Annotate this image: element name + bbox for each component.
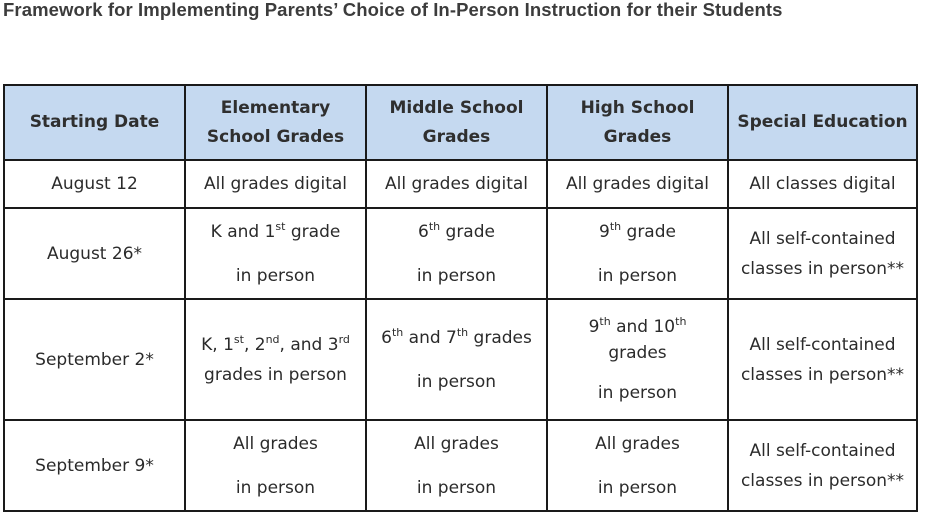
middle-cell: All grades digital	[366, 160, 547, 208]
cell-line: grades	[608, 342, 667, 363]
table-row	[4, 420, 917, 511]
cell-line: in person	[235, 265, 316, 286]
special-cell	[728, 299, 917, 420]
date-cell: August 26*	[4, 208, 185, 299]
cell-line: classes in person**	[740, 470, 905, 491]
cell-line: in person	[416, 477, 497, 498]
header-elementary	[185, 85, 366, 160]
elementary-cell: All grades digital	[185, 160, 366, 208]
header-high-line2: Grades	[603, 126, 672, 147]
table-header-row	[4, 85, 917, 160]
cell-line: 6th grade	[418, 219, 495, 242]
cell-line: in person	[416, 265, 497, 286]
elementary-cell	[185, 420, 366, 511]
special-cell	[728, 208, 917, 299]
cell-line: classes in person**	[740, 364, 905, 385]
high-cell	[547, 299, 728, 420]
special-cell	[728, 420, 917, 511]
page-title: Framework for Implementing Parents’ Choice of In-Person Instruction for their Students	[3, 0, 783, 20]
middle-cell	[366, 208, 547, 299]
cell-line: 6th and 7th grades	[381, 325, 532, 348]
framework-table	[3, 84, 918, 512]
high-cell	[547, 208, 728, 299]
table-row	[4, 160, 917, 208]
cell-line: in person	[597, 477, 678, 498]
header-middle	[366, 85, 547, 160]
header-high	[547, 85, 728, 160]
header-elementary-line2: School Grades	[206, 126, 345, 147]
elementary-cell	[185, 208, 366, 299]
table-row	[4, 208, 917, 299]
middle-cell	[366, 420, 547, 511]
special-cell: All classes digital	[728, 160, 917, 208]
cell-line: grades in person	[204, 364, 347, 385]
cell-line: All grades	[233, 433, 318, 454]
cell-line: classes in person**	[740, 258, 905, 279]
cell-line: K, 1st, 2nd, and 3rd	[201, 332, 350, 355]
cell-line: in person	[235, 477, 316, 498]
date-cell: September 9*	[4, 420, 185, 511]
cell-line: All grades	[595, 433, 680, 454]
cell-line: in person	[416, 371, 497, 392]
header-high-line1: High School	[580, 97, 695, 118]
table-row	[4, 299, 917, 420]
high-cell: All grades digital	[547, 160, 728, 208]
cell-line: in person	[597, 382, 678, 403]
cell-line: K and 1st grade	[210, 219, 341, 242]
middle-cell	[366, 299, 547, 420]
cell-line: 9th grade	[599, 219, 676, 242]
high-cell	[547, 420, 728, 511]
cell-line: All self-contained	[749, 334, 896, 355]
elementary-cell	[185, 299, 366, 420]
cell-line: 9th and 10th	[588, 314, 687, 337]
header-middle-line2: Grades	[422, 126, 491, 147]
date-cell: August 12	[4, 160, 185, 208]
cell-line: All self-contained	[749, 440, 896, 461]
header-special: Special Education	[728, 85, 917, 160]
cell-line: All self-contained	[749, 228, 896, 249]
header-starting-date: Starting Date	[4, 85, 185, 160]
cell-line: All grades	[414, 433, 499, 454]
header-elementary-line1: Elementary	[220, 97, 331, 118]
header-middle-line1: Middle School	[389, 97, 524, 118]
date-cell: September 2*	[4, 299, 185, 420]
cell-line: in person	[597, 265, 678, 286]
